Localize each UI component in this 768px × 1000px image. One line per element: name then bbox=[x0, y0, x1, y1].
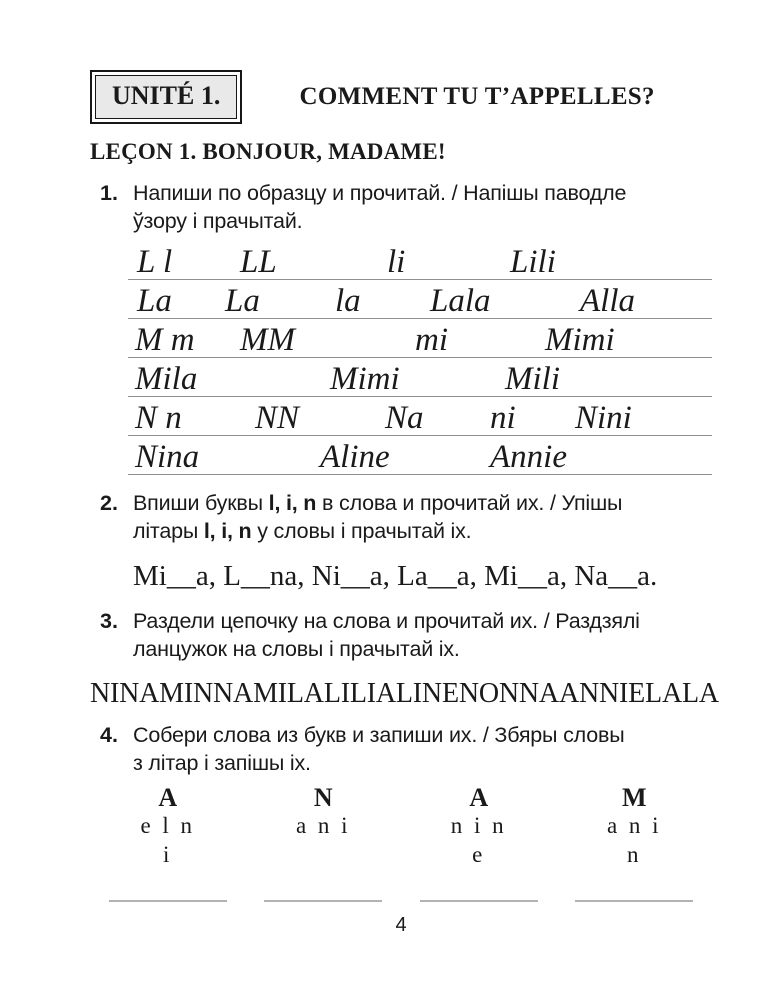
instruction-text: ланцужок на словы і прачытай іх. bbox=[133, 636, 460, 661]
writing-row bbox=[128, 241, 712, 280]
instruction-text: в слова и прочитай их. / Упішы bbox=[316, 490, 623, 515]
instruction-text: літары bbox=[133, 518, 204, 543]
exercise-2-instruction bbox=[133, 490, 712, 546]
unit-label: UNITÉ 1. bbox=[95, 75, 237, 119]
letter-column bbox=[90, 784, 246, 902]
column-letters: e l n bbox=[140, 813, 196, 839]
page-header bbox=[90, 70, 712, 124]
unit-box bbox=[90, 70, 242, 124]
lesson-title: LEÇON 1. BONJOUR, MADAME! bbox=[90, 139, 446, 164]
script-word: Lala bbox=[430, 282, 491, 319]
exercise-4-body bbox=[133, 722, 712, 902]
letter-column bbox=[401, 784, 557, 902]
script-word: mi bbox=[415, 321, 448, 358]
writing-row bbox=[128, 397, 712, 436]
column-letters: e bbox=[472, 841, 486, 867]
column-letters: i bbox=[163, 841, 173, 867]
script-word: Aline bbox=[320, 438, 390, 475]
answer-blank-line bbox=[109, 900, 227, 902]
column-letters: a n i bbox=[295, 813, 351, 839]
script-word: La bbox=[225, 282, 260, 319]
writing-rows bbox=[128, 241, 712, 475]
exercise-1-instruction bbox=[133, 180, 712, 236]
page-number: 4 bbox=[395, 913, 407, 936]
instruction-text: Собери слова из букв и запиши их. / Збяры словы bbox=[133, 722, 625, 747]
exercise-3-number: 3. bbox=[100, 608, 118, 633]
answer-blank-line bbox=[575, 900, 693, 902]
column-capital-letter: A bbox=[469, 782, 489, 812]
exercise-3-chain-wrap bbox=[90, 668, 719, 710]
writing-row bbox=[128, 436, 712, 475]
exercise-2-number: 2. bbox=[100, 490, 118, 515]
bold-letters: l, i, n bbox=[203, 518, 252, 543]
letter-chain: NINAMINNAMILALILIALINENONNAANNIELALA bbox=[90, 677, 719, 709]
exercise-1-number: 1. bbox=[100, 181, 118, 205]
column-letters: n bbox=[627, 841, 642, 867]
exercise-3 bbox=[90, 608, 712, 664]
script-word: MM bbox=[240, 321, 295, 358]
script-word: Mimi bbox=[545, 321, 615, 358]
instruction-text: Раздели цепочку на слова и прочитай их. / Раздзялі bbox=[133, 608, 640, 633]
instruction-text: Напиши по образцу и прочитай. / Напішы паводле bbox=[133, 181, 627, 205]
script-word: NN bbox=[255, 399, 300, 436]
page-title: COMMENT TU T’APPELLES? bbox=[299, 83, 655, 110]
exercise-3-chain-body bbox=[90, 668, 719, 710]
script-word: N n bbox=[135, 399, 182, 436]
writing-row bbox=[128, 358, 712, 397]
letter-column bbox=[557, 784, 713, 902]
script-word: Nini bbox=[575, 399, 632, 436]
script-word: Annie bbox=[490, 438, 567, 475]
column-letters: a n i bbox=[606, 813, 662, 839]
script-word: ni bbox=[490, 399, 516, 436]
exercise-3-body bbox=[133, 608, 712, 664]
script-word: L l bbox=[137, 243, 173, 280]
script-word: Nina bbox=[135, 438, 200, 475]
script-word: li bbox=[387, 243, 406, 280]
answer-blank-line bbox=[264, 900, 382, 902]
script-word: la bbox=[335, 282, 361, 319]
script-word: Mili bbox=[505, 360, 560, 397]
fill-in-words: Mi__a, L__na, Ni__a, La__a, Mi__a, Na__a. bbox=[133, 559, 658, 592]
exercise-2 bbox=[90, 490, 712, 593]
script-word: Na bbox=[385, 399, 424, 436]
writing-row bbox=[128, 319, 712, 358]
script-word: Mila bbox=[135, 360, 198, 397]
exercise-4-instruction bbox=[133, 722, 712, 778]
script-word: Lili bbox=[510, 243, 556, 280]
column-letters: n i n bbox=[450, 813, 507, 839]
exercise-3-instruction bbox=[133, 608, 712, 664]
script-word: La bbox=[137, 282, 172, 319]
column-capital-letter: N bbox=[313, 782, 333, 812]
column-capital-letter: A bbox=[158, 782, 178, 812]
instruction-text: у словы і прачытай іх. bbox=[251, 518, 472, 543]
exercise-2-body bbox=[133, 490, 712, 593]
exercise-4-number: 4. bbox=[100, 722, 118, 747]
column-capital-letter: M bbox=[621, 782, 647, 812]
script-word: LL bbox=[240, 243, 277, 280]
exercise-4 bbox=[90, 722, 712, 902]
letter-columns bbox=[90, 784, 712, 902]
instruction-text: Впиши буквы bbox=[133, 490, 269, 515]
script-word: Alla bbox=[580, 282, 635, 319]
letter-column bbox=[246, 784, 402, 902]
script-word: Mimi bbox=[330, 360, 400, 397]
writing-row bbox=[128, 280, 712, 319]
exercise-1-body bbox=[133, 180, 712, 475]
script-word: M m bbox=[135, 321, 195, 358]
bold-letters: l, i, n bbox=[268, 490, 317, 515]
instruction-text: з літар і запішы іх. bbox=[133, 750, 311, 775]
instruction-text: ўзору і прачытай. bbox=[133, 208, 303, 233]
answer-blank-line bbox=[420, 900, 538, 902]
exercise-1 bbox=[90, 180, 712, 475]
